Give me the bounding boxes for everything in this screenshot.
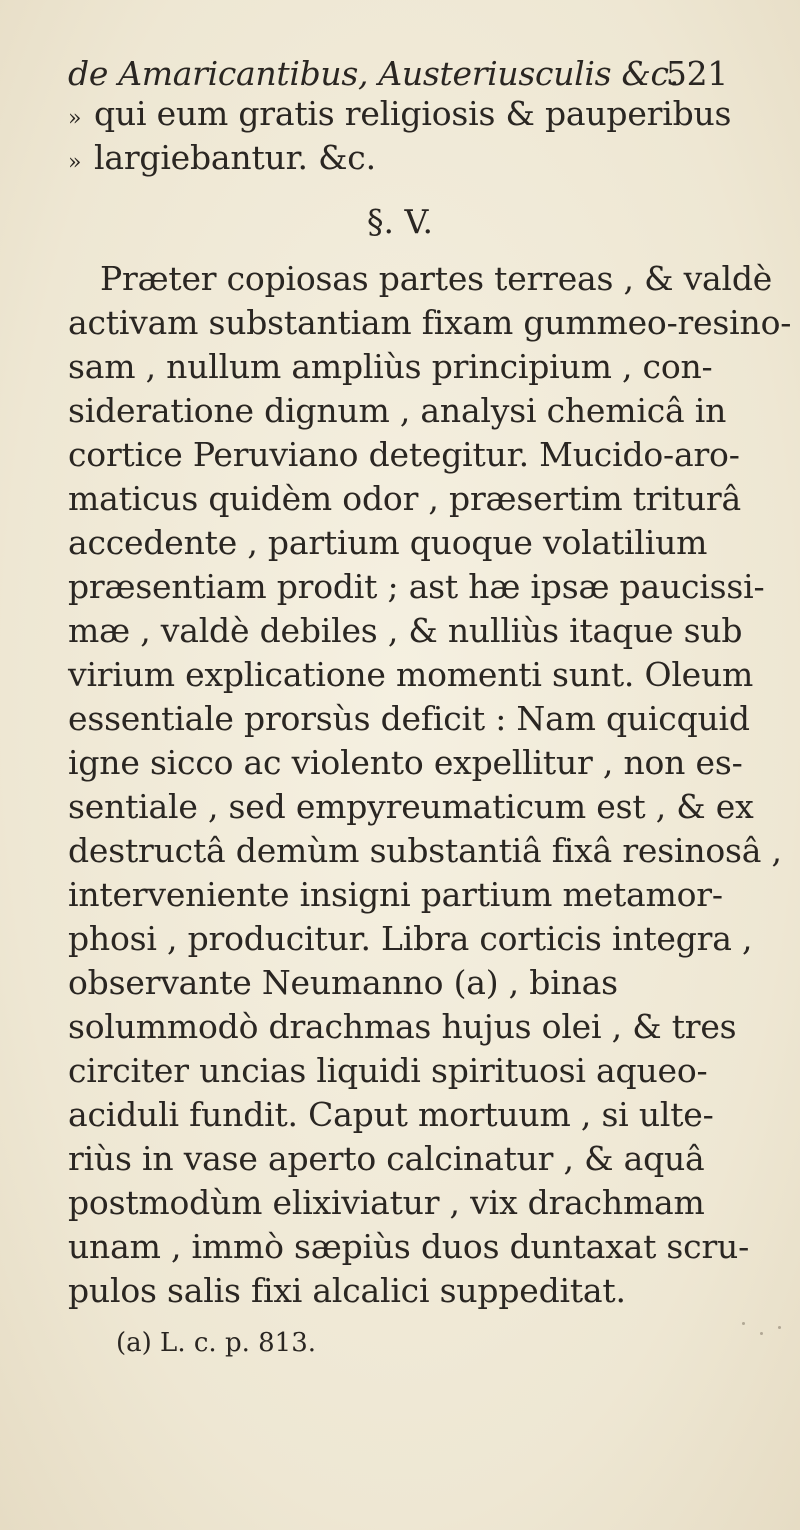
paragraph-line: phosi , producitur. Libra corticis integra ,	[68, 919, 753, 958]
paragraph-line: accedente , partium quoque volatilium	[68, 523, 708, 562]
paragraph-line: destructâ demùm substantiâ fixâ resinosâ ,	[68, 831, 782, 870]
page-number: 521	[665, 54, 728, 93]
paper-speck	[778, 1326, 781, 1329]
paragraph-line: præsentiam prodit ; ast hæ ipsæ paucissi-	[68, 567, 765, 606]
paragraph-line: solummodò drachmas hujus olei , & tres	[68, 1007, 737, 1046]
paper-speck	[760, 1332, 763, 1335]
paragraph-line: sam , nullum ampliùs principium , con-	[68, 347, 713, 386]
paragraph-line: sentiale , sed empyreumaticum est , & ex	[68, 787, 754, 826]
paragraph-line: sideratione dignum , analysi chemicâ in	[68, 391, 727, 430]
paragraph-line: virium explicatione momenti sunt. Oleum	[68, 655, 754, 694]
section-heading: §. V.	[366, 202, 434, 241]
footnote: (a) L. c. p. 813.	[116, 1328, 317, 1358]
paragraph-line: igne sicco ac violento expellitur , non es-	[68, 743, 743, 782]
continuation-text: qui eum gratis religiosis & pauperibus	[94, 94, 732, 133]
running-head-title: de Amaricantibus, Austeriusculis &c.	[68, 54, 679, 93]
paragraph-line: activam substantiam fixam gummeo-resino-	[68, 303, 792, 342]
paragraph-line: postmodùm elixiviatur , vix drachmam	[68, 1183, 705, 1222]
paragraph-line: Præter copiosas partes terreas , & valdè	[100, 259, 773, 298]
quotation-mark: »	[68, 150, 82, 175]
paragraph-line-text: observante Neumanno (a) , binas	[68, 963, 618, 1002]
paragraph-line: aciduli fundit. Caput mortuum , si ulte-	[68, 1095, 714, 1134]
paragraph-line: pulos salis fixi alcalici suppeditat.	[68, 1271, 626, 1310]
paragraph-line	[68, 963, 618, 1002]
continuation-text: largiebantur. &c.	[94, 138, 376, 177]
paragraph-line: maticus quidèm odor , præsertim triturâ	[68, 479, 741, 518]
paragraph-line: mæ , valdè debiles , & nulliùs itaque sub	[68, 611, 743, 650]
continuation-line	[68, 94, 732, 133]
paragraph-line: interveniente insigni partium metamor-	[68, 875, 723, 914]
paragraph-line: riùs in vase aperto calcinatur , & aquâ	[68, 1139, 705, 1178]
quotation-mark: »	[68, 106, 82, 131]
running-head	[68, 54, 728, 93]
continuation-line	[68, 138, 376, 177]
paragraph-line: circiter uncias liquidi spirituosi aqueo-	[68, 1051, 708, 1090]
paragraph-line: essentiale prorsùs deficit : Nam quicquid	[68, 699, 750, 738]
paragraph-line: cortice Peruviano detegitur. Mucido-aro-	[68, 435, 740, 474]
paper-speck	[742, 1322, 745, 1325]
paragraph-line: unam , immò sæpiùs duos duntaxat scru-	[68, 1227, 750, 1266]
